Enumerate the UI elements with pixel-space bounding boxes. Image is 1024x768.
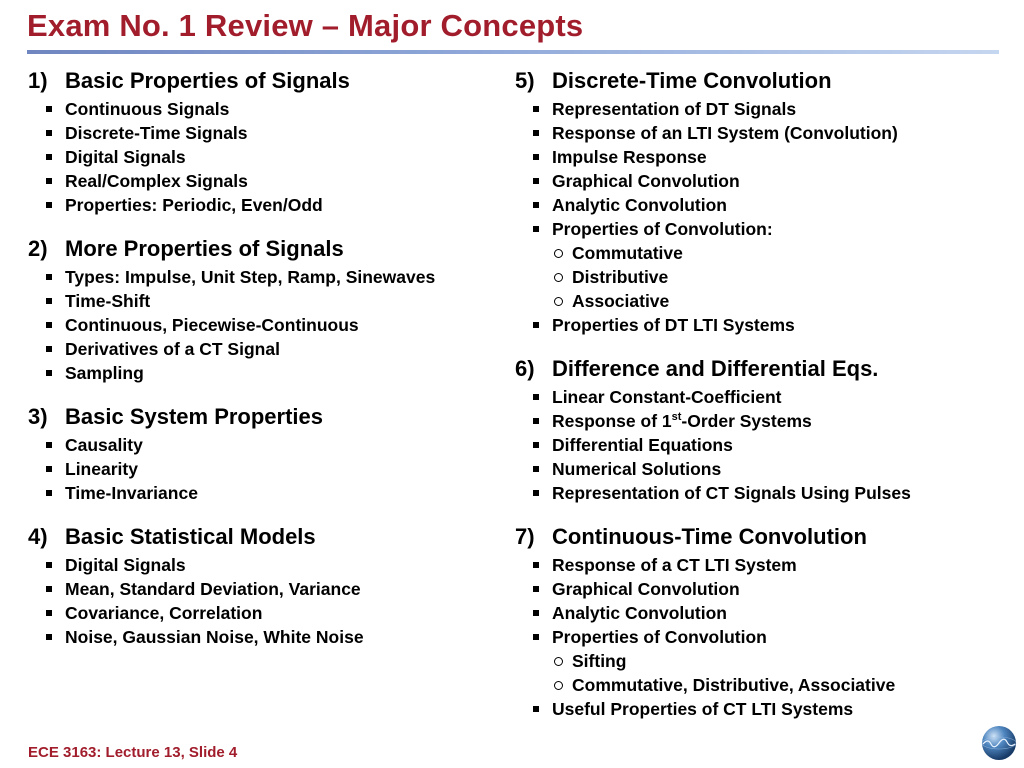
section-number: 6)	[515, 356, 535, 381]
slide-title: Exam No. 1 Review – Major Concepts	[27, 8, 584, 43]
list-item: Graphical Convolution	[515, 577, 985, 601]
circle-bullet-icon	[552, 241, 572, 265]
slide-footer: ECE 3163: Lecture 13, Slide 4	[28, 744, 238, 761]
section-2	[28, 232, 498, 385]
sub-list-item: Sifting	[515, 649, 985, 673]
circle-bullet-icon	[552, 649, 572, 673]
square-bullet-icon	[515, 97, 552, 121]
section-title: Basic Properties of Signals	[65, 68, 350, 93]
list-item: Time-Shift	[28, 289, 498, 313]
list-item: Response of an LTI System (Convolution)	[515, 121, 985, 145]
square-bullet-icon	[515, 313, 552, 337]
square-bullet-icon	[515, 145, 552, 169]
section-heading	[515, 64, 985, 97]
list-item: Numerical Solutions	[515, 457, 985, 481]
list-item: Representation of CT Signals Using Pulses	[515, 481, 985, 505]
globe-logo-icon	[980, 724, 1018, 762]
section-number: 4)	[28, 524, 48, 549]
list-item: Continuous Signals	[28, 97, 498, 121]
list-item: Covariance, Correlation	[28, 601, 498, 625]
list-item: Properties of DT LTI Systems	[515, 313, 985, 337]
section-title: Continuous-Time Convolution	[552, 524, 867, 549]
title-underline	[27, 50, 999, 54]
list-item: Response of 1st-Order Systems	[515, 409, 985, 433]
list-item: Impulse Response	[515, 145, 985, 169]
square-bullet-icon	[28, 361, 65, 385]
list-item: Analytic Convolution	[515, 193, 985, 217]
sub-list-item: Distributive	[515, 265, 985, 289]
square-bullet-icon	[515, 169, 552, 193]
square-bullet-icon	[515, 577, 552, 601]
sub-list-item: Associative	[515, 289, 985, 313]
square-bullet-icon	[28, 97, 65, 121]
list-item: Useful Properties of CT LTI Systems	[515, 697, 985, 721]
square-bullet-icon	[28, 289, 65, 313]
square-bullet-icon	[515, 625, 552, 649]
square-bullet-icon	[515, 433, 552, 457]
list-item: Digital Signals	[28, 553, 498, 577]
list-item: Causality	[28, 433, 498, 457]
section-number: 1)	[28, 68, 48, 93]
list-item: Types: Impulse, Unit Step, Ramp, Sinewaves	[28, 265, 498, 289]
section-heading	[28, 520, 498, 553]
square-bullet-icon	[28, 265, 65, 289]
list-item: Analytic Convolution	[515, 601, 985, 625]
square-bullet-icon	[28, 145, 65, 169]
left-column	[28, 64, 498, 664]
list-item: Real/Complex Signals	[28, 169, 498, 193]
section-4	[28, 520, 498, 649]
section-5	[515, 64, 985, 337]
section-3	[28, 400, 498, 505]
square-bullet-icon	[515, 481, 552, 505]
list-item: Properties: Periodic, Even/Odd	[28, 193, 498, 217]
list-item: Sampling	[28, 361, 498, 385]
section-number: 3)	[28, 404, 48, 429]
section-7	[515, 520, 985, 721]
section-6	[515, 352, 985, 505]
square-bullet-icon	[28, 601, 65, 625]
square-bullet-icon	[28, 337, 65, 361]
square-bullet-icon	[28, 433, 65, 457]
square-bullet-icon	[28, 313, 65, 337]
list-item: Digital Signals	[28, 145, 498, 169]
list-item: Representation of DT Signals	[515, 97, 985, 121]
right-column	[515, 64, 985, 736]
square-bullet-icon	[28, 457, 65, 481]
circle-bullet-icon	[552, 289, 572, 313]
section-title: Basic System Properties	[65, 404, 324, 429]
sub-list-item: Commutative	[515, 241, 985, 265]
list-item: Graphical Convolution	[515, 169, 985, 193]
square-bullet-icon	[28, 193, 65, 217]
square-bullet-icon	[28, 577, 65, 601]
list-item: Properties of Convolution	[515, 625, 985, 649]
square-bullet-icon	[28, 121, 65, 145]
square-bullet-icon	[515, 121, 552, 145]
section-title: More Properties of Signals	[65, 236, 344, 261]
section-title: Basic Statistical Models	[65, 524, 316, 549]
section-number: 5)	[515, 68, 535, 93]
square-bullet-icon	[28, 553, 65, 577]
section-heading	[515, 352, 985, 385]
section-number: 2)	[28, 236, 48, 261]
list-item: Discrete-Time Signals	[28, 121, 498, 145]
section-1	[28, 64, 498, 217]
section-heading	[515, 520, 985, 553]
list-item: Time-Invariance	[28, 481, 498, 505]
section-heading	[28, 232, 498, 265]
list-item: Linear Constant-Coefficient	[515, 385, 985, 409]
list-item: Derivatives of a CT Signal	[28, 337, 498, 361]
square-bullet-icon	[515, 553, 552, 577]
square-bullet-icon	[515, 457, 552, 481]
square-bullet-icon	[515, 385, 552, 409]
square-bullet-icon	[515, 697, 552, 721]
square-bullet-icon	[515, 217, 552, 241]
list-item: Linearity	[28, 457, 498, 481]
section-title: Discrete-Time Convolution	[552, 68, 832, 93]
list-item: Continuous, Piecewise-Continuous	[28, 313, 498, 337]
circle-bullet-icon	[552, 673, 572, 697]
list-item: Properties of Convolution:	[515, 217, 985, 241]
section-heading	[28, 400, 498, 433]
square-bullet-icon	[515, 601, 552, 625]
square-bullet-icon	[515, 409, 552, 433]
square-bullet-icon	[515, 193, 552, 217]
section-title: Difference and Differential Eqs.	[552, 356, 879, 381]
square-bullet-icon	[28, 169, 65, 193]
section-heading	[28, 64, 498, 97]
square-bullet-icon	[28, 625, 65, 649]
list-item: Noise, Gaussian Noise, White Noise	[28, 625, 498, 649]
list-item: Mean, Standard Deviation, Variance	[28, 577, 498, 601]
section-number: 7)	[515, 524, 535, 549]
circle-bullet-icon	[552, 265, 572, 289]
list-item: Differential Equations	[515, 433, 985, 457]
square-bullet-icon	[28, 481, 65, 505]
list-item: Response of a CT LTI System	[515, 553, 985, 577]
sub-list-item: Commutative, Distributive, Associative	[515, 673, 985, 697]
